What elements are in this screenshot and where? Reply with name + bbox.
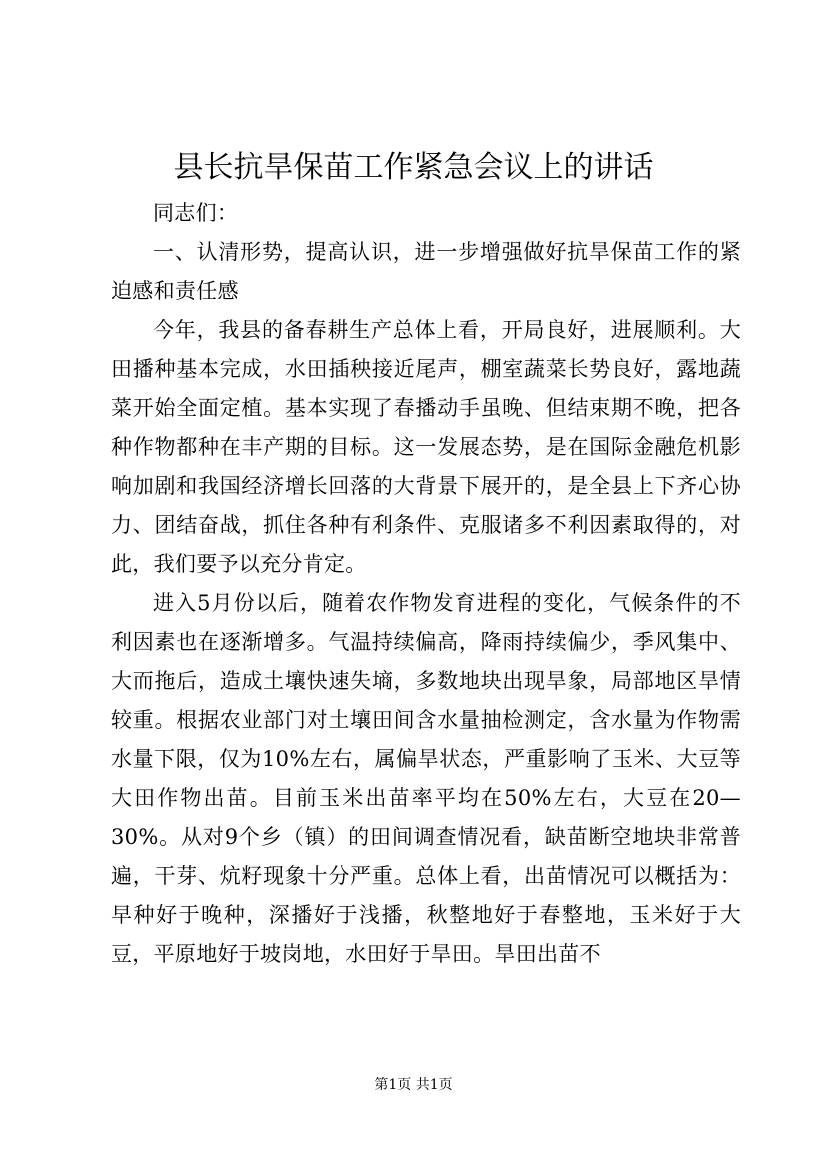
document-title: 县长抗旱保苗工作紧急会议上的讲话 [173,150,654,185]
body-paragraph: 今年，我县的备春耕生产总体上看，开局良好，进展顺利。大田播种基本完成，水田插秧接近尾声，棚室蔬菜长势良好，露地蔬菜开始全面定植。基本实现了春播动手虽晚、但结束期不晚，把各种作物都种在丰产期的目标。这一发展态势，是在国际金融危机影响加剧和我国经济增长回落的大背景下展开的，是全县上下齐心协力、团结奋战，抓住各种有利条件、克服诸多不利因素取得的，对此，我们要予以充分肯定。 [111,318,741,576]
body-paragraph: 进入5月份以后，随着农作物发育进程的变化，气候条件的不利因素也在逐渐增多。气温持续偏高，降雨持续偏少，季风集中、大而拖后，造成土壤快速失墒，多数地块出现旱象，局部地区旱情较重。根据农业部门对土壤田间含水量抽检测定，含水量为作物需水量下限，仅为10%左右，属偏旱状态，严重影响了玉米、大豆等大田作物出苗。目前玉米出苗率平均在50%左右，大豆在20—30%。从对9个乡（镇）的田间调查情况看，缺苗断空地块非常普遍，干芽、炕籽现象十分严重。总体上看，出苗情况可以概括为：早种好于晚种，深播好于浅播，秋整地好于春整地，玉米好于大豆，平原地好于坡岗地，水田好于旱田。旱田出苗不 [111,591,741,966]
page-footer: 第1页 共1页 [374,1077,453,1093]
document-body [111,194,741,974]
section-heading-paragraph: 一、认清形势，提高认识，进一步增强做好抗旱保苗工作的紧迫感和责任感 [111,240,741,303]
salutation-paragraph: 同志们： [153,201,239,225]
